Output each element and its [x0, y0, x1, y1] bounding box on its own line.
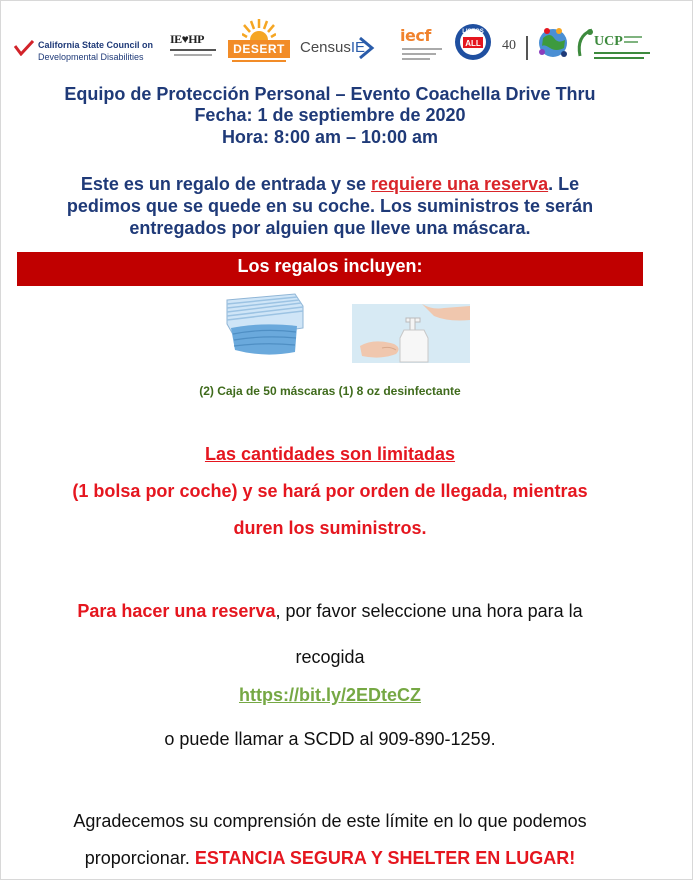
listos-badge-icon	[454, 22, 492, 62]
intro-paragraph	[50, 173, 610, 239]
limit-note-line1: (1 bolsa por coche) y se hará por orden de llegada, mientras	[72, 481, 588, 501]
event-title: Equipo de Protección Personal – Evento Coachella Drive Thru	[64, 84, 596, 104]
listos-badge-top: LISTOS	[462, 29, 484, 35]
iecf-logo-text: iecf	[400, 26, 431, 45]
phone-instruction: o puede llamar a SCDD al 909-890-1259.	[164, 729, 496, 749]
iehp-logo	[170, 32, 218, 62]
limited-quantities-text: Las cantidades son limitadas	[204, 444, 456, 464]
limited-quantities-heading	[0, 444, 660, 465]
event-date: Fecha: 1 de septiembre de 2020	[194, 105, 466, 125]
thanks-line2-start: proporcionar.	[84, 848, 195, 868]
listos-badge-mid: ALL	[465, 39, 481, 48]
gifts-caption: (2) Caja de 50 máscaras (1) 8 oz desinfectante	[199, 384, 461, 398]
reservation-instruction	[0, 601, 660, 622]
desert-recreation-logo	[228, 18, 290, 66]
listos-california-logo	[454, 22, 492, 62]
thanks-line1: Agradecemos su comprensión de este límite en lo que podemos	[73, 811, 587, 831]
ucp-logo	[574, 24, 654, 64]
census-logo-ie: IE	[350, 39, 366, 56]
anniversary-number: 40	[502, 38, 516, 53]
scdd-check-icon	[14, 40, 34, 56]
thanks-line2	[0, 848, 660, 869]
scdd-logo-line1: California State Council on	[38, 40, 154, 50]
reservation-text: , por favor seleccione una hora para la	[275, 601, 583, 621]
reservation-lead: Para hacer una reserva	[77, 601, 276, 621]
fortieth-anniversary-logo	[502, 36, 536, 60]
stay-safe-message: ESTANCIA SEGURA Y SHELTER EN LUGAR!	[194, 848, 576, 868]
iehp-logo-rule	[174, 54, 212, 56]
reservation-pickup: recogida	[295, 647, 365, 667]
intro-text-end: . Le pedimos que se quede en su coche. Los suministros te serán entregados por alguien que lleve una máscara.	[66, 174, 594, 238]
face-masks-image	[217, 288, 309, 360]
scdd-logo-line2: Developmental Disabilities	[38, 52, 144, 62]
scdd-logo	[14, 30, 159, 64]
limit-note-line2: duren los suministros.	[233, 518, 427, 538]
sun-icon	[242, 18, 276, 40]
globe-icon	[538, 26, 568, 60]
iecf-logo	[400, 26, 448, 64]
intro-text-start: Este es un regalo de entrada y se	[80, 174, 371, 194]
iehp-logo-text: IE♥HP	[170, 32, 204, 46]
census-arrow-icon	[358, 36, 376, 60]
event-time: Hora: 8:00 am – 10:00 am	[221, 127, 439, 147]
reservation-required-text: requiere una reserva	[371, 174, 549, 194]
desert-logo-rule	[232, 60, 286, 62]
gifts-banner	[17, 252, 643, 286]
people-globe-logo	[538, 26, 568, 60]
ucp-swoosh-icon	[574, 28, 594, 58]
hand-sanitizer-image	[352, 304, 470, 363]
sponsor-logo-strip	[14, 18, 654, 70]
ucp-logo-text: UCP	[594, 34, 623, 49]
reservation-link[interactable]: https://bit.ly/2EDteCZ	[238, 685, 421, 705]
census-logo-text: Census	[300, 39, 351, 56]
desert-logo-text: DESERT	[228, 40, 290, 58]
iehp-logo-rule	[170, 49, 216, 51]
census-ie-logo	[300, 36, 376, 60]
gifts-banner-label: Los regalos incluyen:	[237, 256, 423, 276]
